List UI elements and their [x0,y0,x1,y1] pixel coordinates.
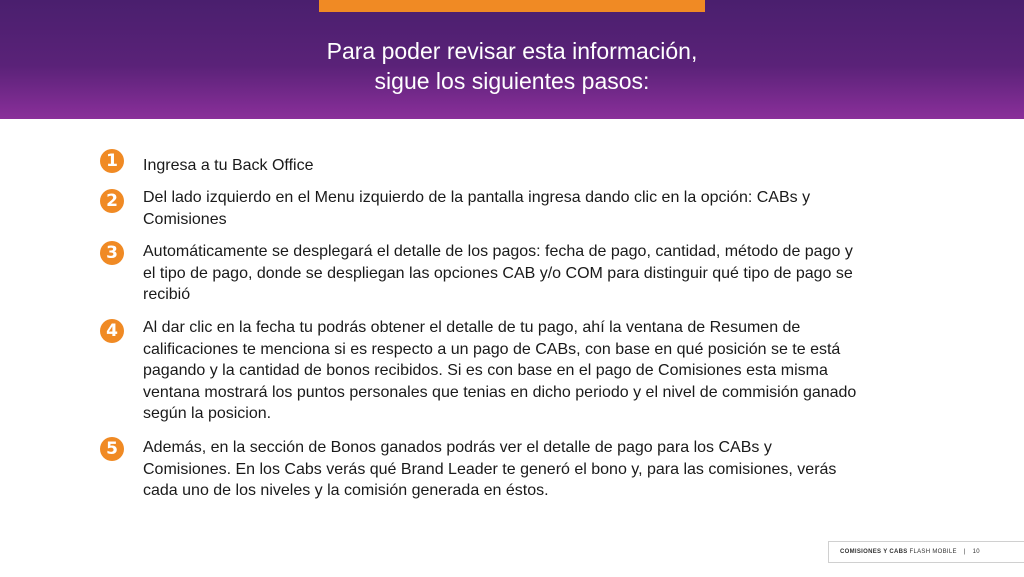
step-number-2: 2 [100,189,124,213]
step-text-5: Además, en la sección de Bonos ganados podrás ver el detalle de pago para los CABs y Comisiones. En los Cabs verás qué Brand Leader te generó el bono y, para las comisiones, verás cada uno de los niveles y la comisión generada en éstos. [143,439,837,499]
step-number-3: 3 [100,241,124,265]
step-number-1: 1 [100,149,124,173]
footer-label [828,541,1024,563]
step-number-4: 4 [100,319,124,343]
step-5 [106,437,863,502]
step-1 [106,151,863,177]
footer-section: COMISIONES Y CABS [840,549,908,555]
page-number: 10 [972,549,980,555]
step-2 [106,187,863,230]
step-3 [106,241,863,306]
footer-separator: | [963,549,966,555]
title-line-2: sigue los siguientes pasos: [374,68,650,94]
step-text-2: Del lado izquierdo en el Menu izquierdo de la pantalla ingresa dando clic en la opción: CABs y Comisiones [143,189,811,228]
step-4 [106,317,863,425]
step-text-4: Al dar clic en la fecha tu podrás obtener el detalle de tu pago, ahí la ventana de Resumen de calificaciones te menciona si es respecto a un pago de CABs, con base en qué posición se te está pagando y la cantidad de bonos recibidos. Si es con base en el pago de Comisiones esta misma ventana mostrará los puntos personales que tenias en dicho periodo y el nivel de commisión ganado según la posicion. [143,319,857,422]
step-text-1: Ingresa a tu Back Office [143,157,314,174]
title-line-1: Para poder revisar esta información, [326,38,698,64]
step-text-3: Automáticamente se desplegará el detalle de los pagos: fecha de pago, cantidad, método de pago y el tipo de pago, donde se despliegan las opciones CAB y/o COM para distinguir qué tipo de pago se recibió [143,243,853,303]
step-number-5: 5 [100,437,124,461]
footer-product: FLASH MOBILE [909,549,957,555]
